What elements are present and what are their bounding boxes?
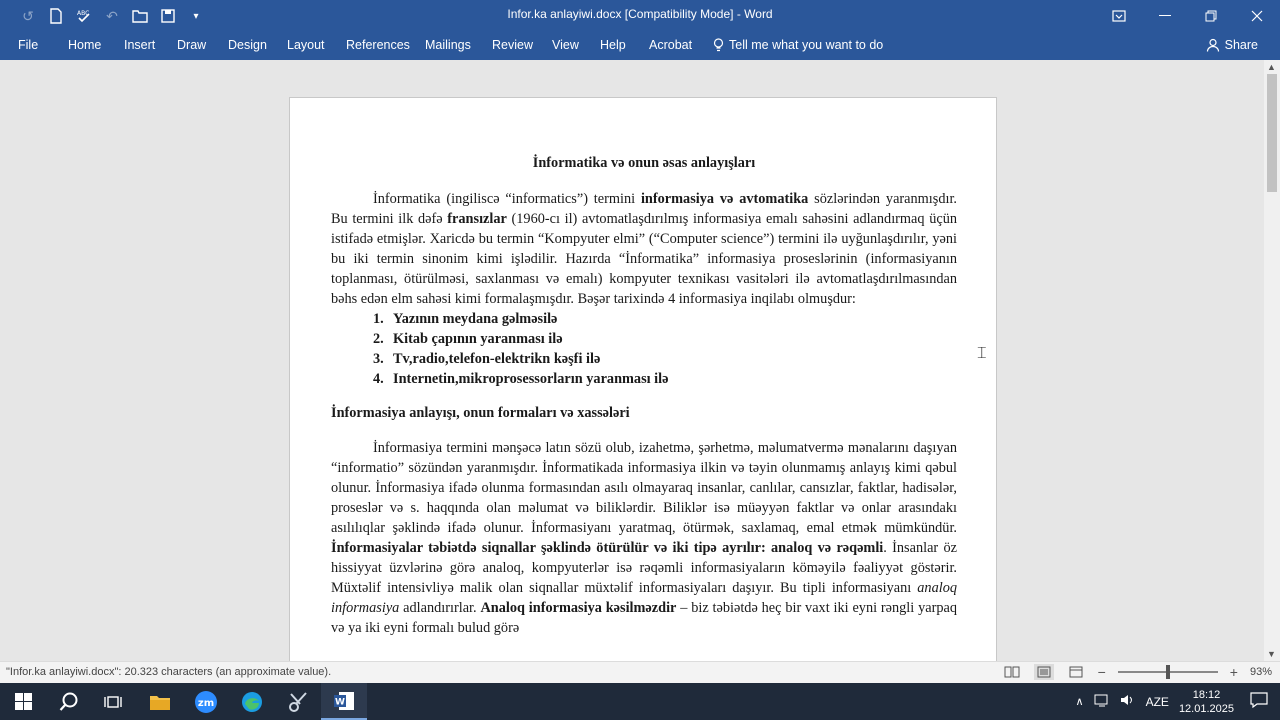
tab-mailings[interactable]: Mailings [425,38,471,52]
section-heading: İnformasiya anlayışı, onun formaları və xassələri [331,405,630,421]
list-number: 4. [373,371,384,387]
read-mode-icon[interactable] [1002,664,1022,680]
tell-me-text: Tell me what you want to do [729,38,884,52]
paragraph-intro [331,189,957,309]
paragraph-information [331,438,957,638]
text-run: . İnsanlar öz hissiyyat üzvlərinə görə analoq, kompyuterlər isə rəqəmli informasiyaların köməyilə fəaliyyət göstərir. Müxtəlif intensivliyə malik olan siqnallar müxtəlif informasiyaları daşıyır. Bu tipli informasiyanı [331,540,957,596]
text-run: adlandırırlar. [399,600,481,616]
chevron-up-icon[interactable]: ∧ [1075,696,1084,708]
tab-file[interactable]: File [18,38,39,52]
document-heading: İnformatika və onun əsas anlayışları [532,155,756,171]
snipping-tool-icon[interactable] [275,683,321,720]
word-app-icon[interactable] [321,683,367,720]
window-title: Infor.ka anlayiwi.docx [Compatibility Mode] - Word [507,7,773,21]
ribbon-tabs [0,32,1280,60]
text-run: (1960-cı il) avtomatlaşdırılmış informasiya emalı sahəsini adlandırmaq üçün istifadə etmişlər. Xaricdə bu termin “Kompyuter elmi” (“Computer science”) termini ilə uyğunlaşdırılır, yəni bu iki termin sinonim kimi işlədilir. Hazırda “İnformatika” informasiya proseslərinin (informasiyanın toplanması, ötürülməsi, saxlanması və emalı) kompyuter texnikası vasitələri ilə avtomatlaşdırılmasından bəhs edən elm sahəsi kimi formalaşmışdır. Bəşər tarixində 4 informasiya inqilabı olmuşdur: [331,211,957,307]
status-right [1002,664,1272,680]
list-text: Tv,radio,telefon-elektrikn kəşfi ilə [393,351,601,367]
tab-acrobat[interactable]: Acrobat [649,38,693,52]
save-icon[interactable] [154,4,182,28]
tab-home[interactable]: Home [68,38,102,52]
tab-review[interactable]: Review [492,38,533,52]
network-icon[interactable] [1094,693,1110,710]
text-cursor-icon: ⌶ [977,343,987,362]
document-page[interactable] [289,97,997,661]
tab-layout[interactable]: Layout [287,38,325,52]
vertical-scrollbar[interactable] [1264,60,1280,661]
title-bar [0,0,1280,32]
list-number: 1. [373,311,384,327]
tab-help[interactable]: Help [600,38,626,52]
list-text: Kitab çapının yaranması ilə [393,331,563,347]
clock[interactable] [1179,688,1234,716]
web-layout-icon[interactable] [1066,664,1086,680]
list-item [373,349,957,369]
quick-access-toolbar [14,4,210,28]
list-item [373,309,957,329]
zoom-in-icon[interactable]: + [1229,664,1238,680]
zoom-out-icon[interactable]: − [1097,664,1106,680]
list-item [373,329,957,349]
share-button[interactable] [1206,38,1258,52]
text-run: İnformatika (ingiliscə “informatics”) termini [373,191,641,207]
text-run: analoq informasiya [331,580,957,616]
minimize-icon[interactable] [1142,0,1188,32]
tab-references[interactable]: References [346,38,410,52]
scroll-up-icon[interactable]: ▲ [1267,62,1276,72]
taskbar [0,683,1280,720]
text-run: fransızlar [447,211,507,227]
zoom-slider-knob[interactable] [1166,665,1170,679]
file-explorer-icon[interactable] [137,683,183,720]
revolutions-list [373,309,957,389]
list-text: Internetin,mikroprosessorların yaranması ilə [393,371,669,387]
customize-toolbar-icon[interactable]: ▾ [193,10,199,22]
document-body[interactable] [331,153,957,638]
lightbulb-icon [713,38,724,52]
list-number: 3. [373,351,384,367]
text-run: İnformasiya termini mənşəcə latın sözü olub, izahetmə, şərhetmə, məlumatvermə mənalarını daşıyan “informatio” sözündən yaranmışdır. İnformatikada informasiya ilkin və təyin olunmamış anlayış kimi qəbul olunur. İnformasiya ifadə olunma formasından asılı olmayaraq insanlar, canlılar, cansızlar, faktlar, hadisələr, proseslər və s. haqqında olan məlumat və biliklərdir. Biliklər isə müəyyən faktlar və onlar arasındakı asılılıqlar şəklində ifadə olunur. İnformasiyanı yaratmaq, ötürmək, saxlamaq, emal etmək mümkündür. [331,440,957,536]
document-area[interactable] [0,60,1264,661]
spelling-check-icon[interactable] [70,4,98,28]
character-count[interactable]: "Infor.ka anlayiwi.docx": 20.323 characters (an approximate value). [6,666,332,678]
text-run: İnformasiyalar təbiətdə siqnallar şəklində ötürülür və iki tipə ayrılır: analoq və rəqəmli [331,540,884,556]
windows-start-icon[interactable] [0,683,46,720]
zoom-slider[interactable] [1118,671,1218,673]
list-text: Yazının meydana gəlməsilə [393,311,558,327]
tab-design[interactable]: Design [228,38,267,52]
tab-insert[interactable]: Insert [124,38,156,52]
close-icon[interactable] [1234,0,1280,32]
task-view-icon[interactable] [90,683,136,720]
tab-view[interactable]: View [552,38,579,52]
undo-icon[interactable]: ↶ [106,7,118,24]
text-run: sözlərindən yaranmışdır. Bu termini ilk dəfə [331,191,958,227]
new-document-icon[interactable] [42,4,70,28]
list-item [373,369,957,389]
notifications-icon[interactable] [1244,692,1280,711]
list-number: 2. [373,331,384,347]
ribbon-display-options-icon[interactable] [1096,0,1142,32]
share-label: Share [1224,38,1258,52]
scrollbar-thumb[interactable] [1267,74,1277,192]
window-controls [1096,0,1280,32]
zoom-level[interactable]: 93% [1249,666,1272,678]
tell-me-search[interactable] [713,38,883,52]
volume-icon[interactable] [1120,693,1136,710]
print-layout-icon[interactable] [1034,664,1054,680]
restore-icon[interactable] [1188,0,1234,32]
tab-draw[interactable]: Draw [177,38,207,52]
language-indicator[interactable]: AZE [1145,694,1169,709]
clock-time: 18:12 [1192,688,1221,701]
system-tray [1076,683,1280,720]
text-run: informasiya və avtomatika [640,191,809,207]
search-icon[interactable] [46,683,92,720]
text-run: – biz təbiətdə heç bir vaxt iki eyni rəngli yarpaq və ya iki eyni formalı bulud görə [331,600,957,636]
zoom-app-icon[interactable] [183,683,229,720]
svg-text:zm: zm [197,697,215,709]
text-run: Analoq informasiya kəsilməzdir [480,600,677,616]
status-bar [0,661,1280,683]
svg-text:ABC: ABC [77,10,90,17]
autosave-icon[interactable]: ↺ [22,7,34,24]
scroll-down-icon[interactable]: ▼ [1267,649,1276,659]
edge-browser-icon[interactable] [229,683,275,720]
clock-date: 12.01.2025 [1178,702,1234,715]
open-folder-icon[interactable] [126,4,154,28]
person-icon [1206,38,1220,52]
svg-text:W: W [335,697,345,707]
